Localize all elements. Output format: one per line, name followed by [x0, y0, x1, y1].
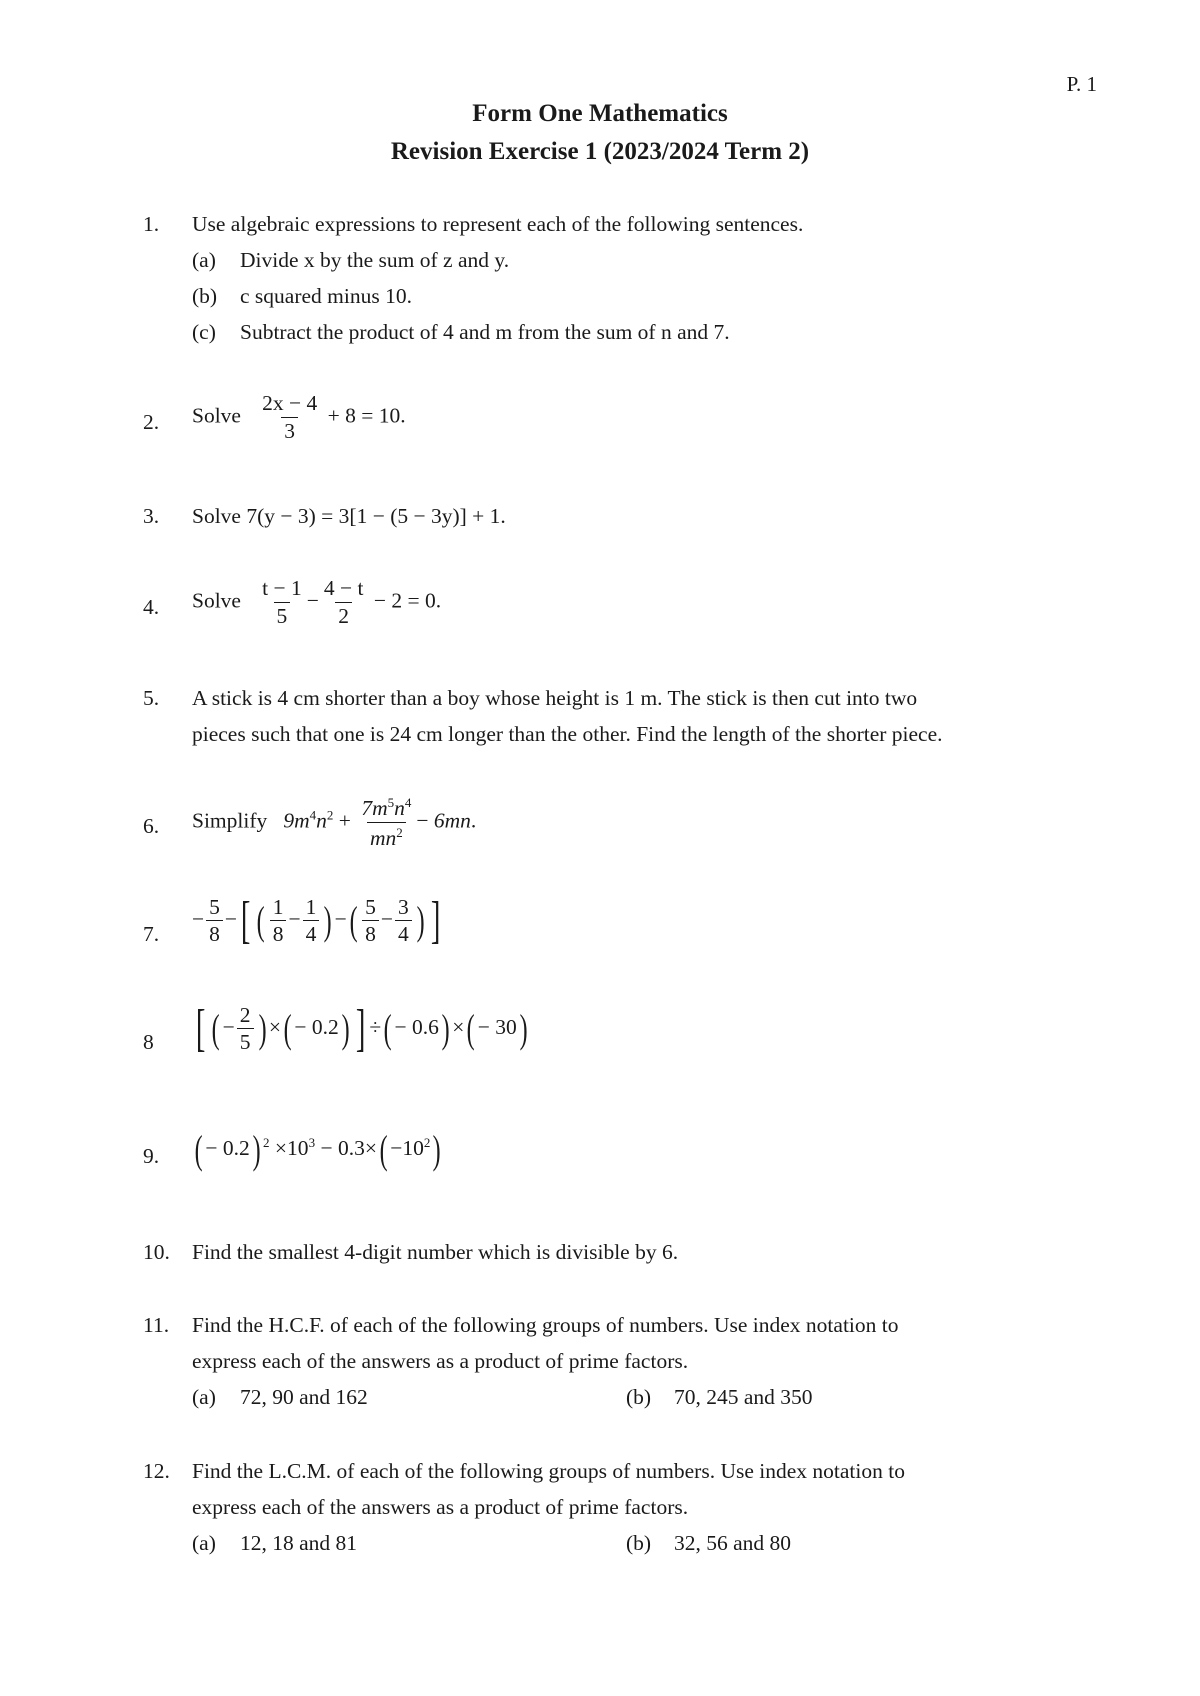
question-number: 4. — [143, 595, 160, 619]
question-number: 8 — [143, 1030, 154, 1054]
part-label: (a) — [192, 1531, 216, 1555]
question-text: Solve 7(y − 3) = 3[1 − (5 − 3y)] + 1. — [192, 504, 506, 528]
question-text: Use algebraic expressions to represent each of the following sentences. — [192, 212, 804, 236]
instruction-word: Solve — [192, 403, 241, 428]
question-text-line1: Find the L.C.M. of each of the following groups of numbers. Use index notation to — [192, 1459, 905, 1483]
instruction-word: Simplify — [192, 808, 268, 833]
part-text: 32, 56 and 80 — [674, 1531, 792, 1555]
question-number: 7. — [143, 922, 160, 946]
question-number: 10. — [143, 1240, 170, 1264]
fraction — [321, 578, 367, 627]
part-label: (a) — [192, 248, 216, 272]
question-text-line2: express each of the answers as a product of prime factors. — [192, 1495, 689, 1519]
denominator: 3 — [281, 417, 298, 443]
numerator: 2x − 4 — [262, 391, 318, 415]
part-label: (c) — [192, 320, 216, 344]
question-number: 6. — [143, 814, 160, 838]
numerator: 4 − t — [323, 576, 364, 600]
part-text: 72, 90 and 162 — [240, 1385, 368, 1409]
part-label: (b) — [192, 284, 218, 308]
expression-6: Simplify $9m^4n^2$ + $\frac{7m^5n^4}{mn^2}$ − 6mn. — [192, 795, 477, 850]
denominator: 5 — [274, 602, 291, 628]
part-label: (b) — [626, 1531, 652, 1555]
expression-7: − $\frac{5}{8}$ −[ ( $\frac{1}{8}$ − $\frac{1}{4}$ ) −( $\frac{5}{8}$ − $\frac{3}{4}$ ) ] — [192, 892, 441, 949]
part-text: 12, 18 and 81 — [240, 1531, 358, 1555]
part-label: (b) — [626, 1385, 652, 1409]
equation-2 — [192, 393, 406, 442]
question-text: Find the smallest 4-digit number which is divisible by 6. — [192, 1240, 679, 1264]
fraction — [259, 578, 305, 627]
fraction — [259, 393, 320, 442]
question-number: 9. — [143, 1144, 160, 1168]
worksheet-title: Form One Mathematics — [472, 100, 728, 127]
equation-rest: + 8 = 10. — [327, 403, 406, 428]
part-text: 70, 245 and 350 — [674, 1385, 813, 1409]
equation-4: Solve $\frac{t - 1}{5}$ − $\frac{4 - t}{2}$ − 2 = 0. — [192, 576, 442, 628]
numerator: t − 1 — [262, 576, 302, 600]
question-text-line2: express each of the answers as a product of prime factors. — [192, 1349, 689, 1373]
part-text: Subtract the product of 4 and m from the sum of n and 7. — [240, 320, 730, 344]
fraction: $\frac{7m^5n^4}{mn^2}$ — [361, 795, 412, 850]
question-number: 1. — [143, 212, 160, 236]
question-text-line1: Find the H.C.F. of each of the following groups of numbers. Use index notation to — [192, 1313, 899, 1337]
question-number: 11. — [143, 1313, 170, 1337]
question-text-line1: A stick is 4 cm shorter than a boy whose height is 1 m. The stick is then cut into two — [192, 686, 918, 710]
question-number: 2. — [143, 410, 160, 434]
question-text-line2: pieces such that one is 24 cm longer than the other. Find the length of the shorter piece. — [192, 722, 943, 746]
expression-9: ( − 0.2) $^2 \times 10^3 - 0.3\times( -10^2)$ — [194, 1127, 442, 1172]
question-number: 12. — [143, 1459, 170, 1483]
question-number: 5. — [143, 686, 160, 710]
part-text: Divide x by the sum of z and y. — [240, 248, 510, 272]
worksheet-subtitle: Revision Exercise 1 (2023/2024 Term 2) — [390, 138, 810, 165]
question-number: 3. — [143, 504, 160, 528]
equation-rest: − 2 = 0. — [373, 588, 442, 613]
instruction-word: Solve — [192, 588, 241, 613]
part-label: (a) — [192, 1385, 216, 1409]
expression-8: [ ( − $\frac{2}{5}$ ) ×( − 0.2) ] ÷( − 0.6) ×( − 30) — [195, 1000, 528, 1057]
denominator: 2 — [335, 602, 352, 628]
part-text: c squared minus 10. — [240, 284, 412, 308]
page-number: P. 1 — [1066, 72, 1097, 96]
